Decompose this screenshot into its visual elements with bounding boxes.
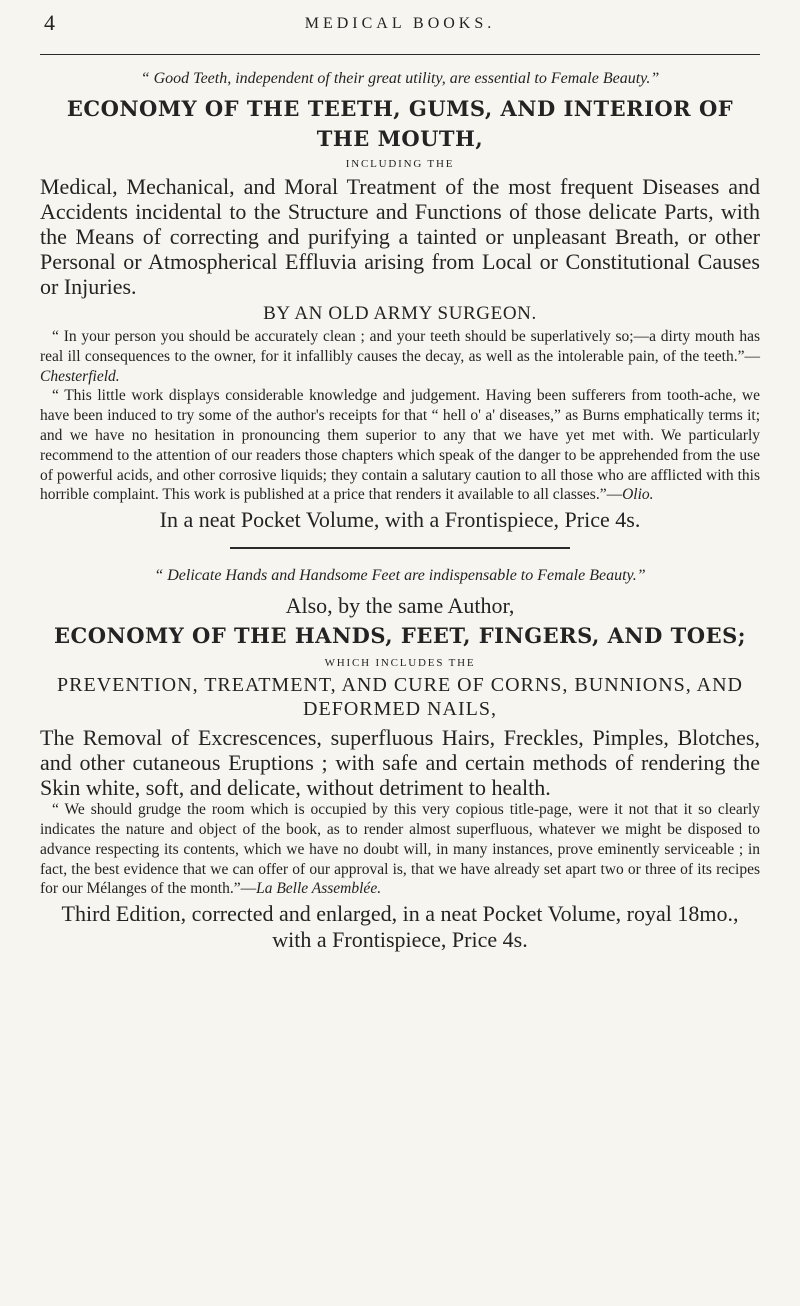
book-subtitle: PREVENTION, TREATMENT, AND CURE OF CORNS, BUNNIONS, AND DEFORMED NAILS, (57, 674, 743, 721)
edition-line: Third Edition, corrected and enlarged, in a neat Pocket Volume, royal 18mo., with a Frontispiece, Price 4s. (61, 901, 739, 953)
header-rule (40, 54, 760, 55)
book-advert-hands (40, 565, 760, 953)
including-line: INCLUDING THE (345, 158, 455, 170)
book-advert-teeth (40, 68, 760, 533)
page-content (40, 68, 760, 953)
review-text: “ In your person you should be accurately clean ; and your teeth should be superlatively so;—a dirty mouth has real ill consequences to the owner, for it infallibly causes the decay, as well as the intolerable pain, of the teeth.”— (40, 328, 760, 365)
book-title: ECONOMY OF THE HANDS, FEET, FINGERS, AND TOES; (53, 623, 746, 649)
book-description: The Removal of Excrescences, superfluous Hairs, Freckles, Pimples, Blotches, and other cutaneous Eruptions ; with safe and certain methods of rendering the Skin white, soft, and delicate, without detriment to health. (40, 725, 760, 801)
also-line: Also, by the same Author, (285, 593, 515, 619)
epigraph: “ Delicate Hands and Handsome Feet are indispensable to Female Beauty.” (154, 567, 646, 585)
page-number: 4 (44, 10, 55, 35)
review-source: Olio. (622, 486, 654, 504)
includes-line: WHICH INCLUDES THE (324, 657, 476, 670)
book-title: ECONOMY OF THE TEETH, GUMS, AND INTERIOR OF THE MOUTH, (66, 96, 734, 151)
edition-line: In a neat Pocket Volume, with a Frontispiece, Price 4s. (159, 507, 641, 533)
epigraph: “ Good Teeth, independent of their great utility, are essential to Female Beauty.” (140, 70, 660, 87)
review-quote (40, 386, 760, 505)
book-description: Medical, Mechanical, and Moral Treatment of the most frequent Diseases and Accidents incidental to the Structure and Functions of those delicate Parts, with the Means of correcting and purifying a tainted or unpleasant Breath, or other Personal or Atmospherical Effluvia arising from Local or Constitutional Causes or Injuries. (40, 174, 760, 299)
review-quote (40, 800, 760, 899)
section-rule (230, 547, 570, 549)
author-line: BY AN OLD ARMY SURGEON. (263, 303, 537, 324)
review-text: “ We should grudge the room which is occupied by this very copious title-page, were it not that it so clearly indicates the nature and object of the book, as to render almost superfluous, whatever we might be disposed to advance respecting its contents, which we have no doubt will, in many instances, prove eminently serviceable ; in fact, the best evidence that we can offer of our approval is, that we have already set apart two or three of its recipes for our Mélanges of the month.”— (40, 801, 760, 898)
review-source: La Belle Assemblée. (256, 880, 382, 898)
review-quote (40, 327, 760, 386)
review-text: “ This little work displays considerable knowledge and judgement. Having been sufferers from tooth-ache, we have been induced to try some of the author's receipts for that “ hell o' a' diseases,” as Burns emphatically terms it; and we have no hesitation in pronouncing them superior to any that we have yet met with. We particularly recommend to the attention of our readers those chapters which speak of the danger to be apprehended from the use of powerful acids, and other corrosive liquids; they contain a salutary caution to all those who are afflicted with this horrible complaint. This work is published at a price that renders it available to all classes.”— (40, 387, 760, 504)
review-source: Chesterfield. (40, 367, 120, 385)
running-title: MEDICAL BOOKS. (304, 15, 496, 32)
